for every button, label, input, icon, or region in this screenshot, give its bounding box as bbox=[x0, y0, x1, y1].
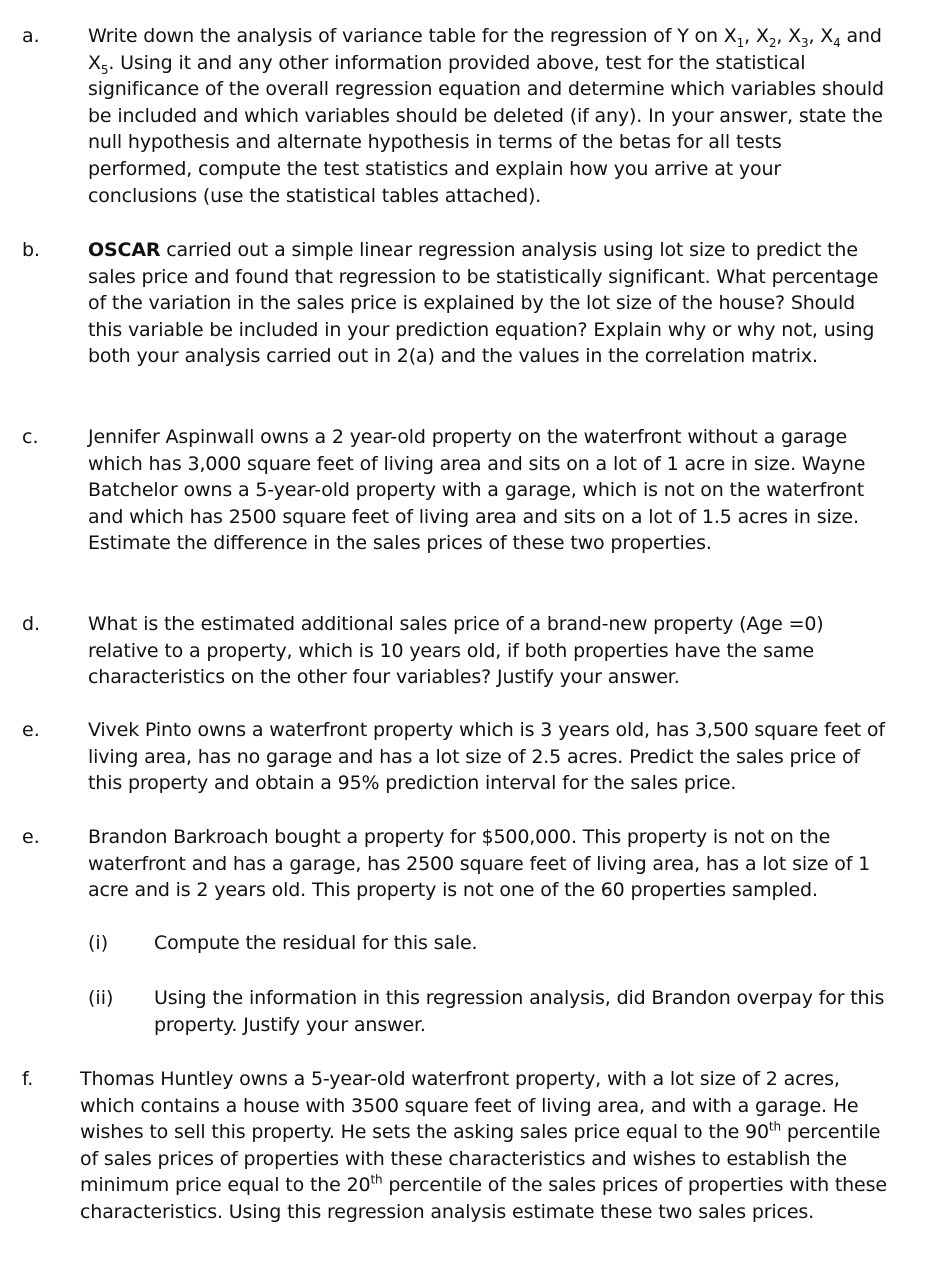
question-text: Jennifer Aspinwall owns a 2 year-old property on the waterfront without a garage which has 3,000 square feet of living area and sits on a lot of 1 acre in size. Wayne Batchelor owns a 5-year-old property with a garage, which is not on the waterfront and which has 2500 square feet of living area and sits on a lot of 1.5 acres in size. Estimate the difference in the sales prices of these two properties. bbox=[88, 426, 866, 555]
question-label: f. bbox=[22, 1068, 34, 1090]
subquestion-text: Using the information in this regression analysis, did Brandon overpay for this property. Justify your answer. bbox=[154, 987, 885, 1036]
question-label: e. bbox=[22, 719, 40, 741]
question-text: What is the estimated additional sales price of a brand-new property (Age =0) relative to a property, which is 10 years old, if both properties have the same characteristics on the other four variables? Justify your answer. bbox=[88, 613, 824, 689]
subquestion-text: Compute the residual for this sale. bbox=[154, 932, 478, 954]
question-label: a. bbox=[22, 25, 40, 47]
subquestion-label: (ii) bbox=[88, 987, 114, 1009]
subquestion-label: (i) bbox=[88, 932, 109, 954]
question-label: e. bbox=[22, 826, 40, 848]
question-text: Write down the analysis of variance table for the regression of Y on $X_1$, $X_2$, $X_3$, $X_4$ and $X_5$. Using it and any other information provided above, test for the statistical significance of the overall regression equation and determine which variables should be included and which variables should be deleted (if any). In your answer, state the null hypothesis and alternate hypothesis in terms of the betas for all tests performed, compute the test statistics and explain how you arrive at your conclusions (use the statistical tables attached). bbox=[88, 25, 884, 207]
question-label: b. bbox=[22, 239, 41, 261]
question-label: d. bbox=[22, 613, 41, 635]
question-label: c. bbox=[22, 426, 39, 448]
question-text: OSCAR carried out a simple linear regression analysis using lot size to predict the sales price and found that regression to be statistically significant. What percentage of the variation in the sales price is explained by the lot size of the house? Should this variable be included in your prediction equation? Explain why or why not, using both your analysis carried out in 2(a) and the values in the correlation matrix. bbox=[88, 239, 879, 368]
question-text: Thomas Huntley owns a 5-year-old waterfront property, with a lot size of 2 acres, which contains a house with 3500 square feet of living area, and with a garage. He wishes to sell this property. He sets the asking sales price equal to the 90th percentile of sales prices of properties with these characteristics and wishes to establish the minimum price equal to the 20th percentile of the sales prices of properties with these characteristics. Using this regression analysis estimate these two sales prices. bbox=[80, 1068, 887, 1223]
question-text: Brandon Barkroach bought a property for $500,000. This property is not on the waterfront and has a garage, has 2500 square feet of living area, has a lot size of 1 acre and is 2 years old. This property is not one of the 60 properties sampled. bbox=[88, 826, 871, 902]
question-text: Vivek Pinto owns a waterfront property which is 3 years old, has 3,500 square feet of living area, has no garage and has a lot size of 2.5 acres. Predict the sales price of this property and obtain a 95% prediction interval for the sales price. bbox=[88, 719, 885, 795]
